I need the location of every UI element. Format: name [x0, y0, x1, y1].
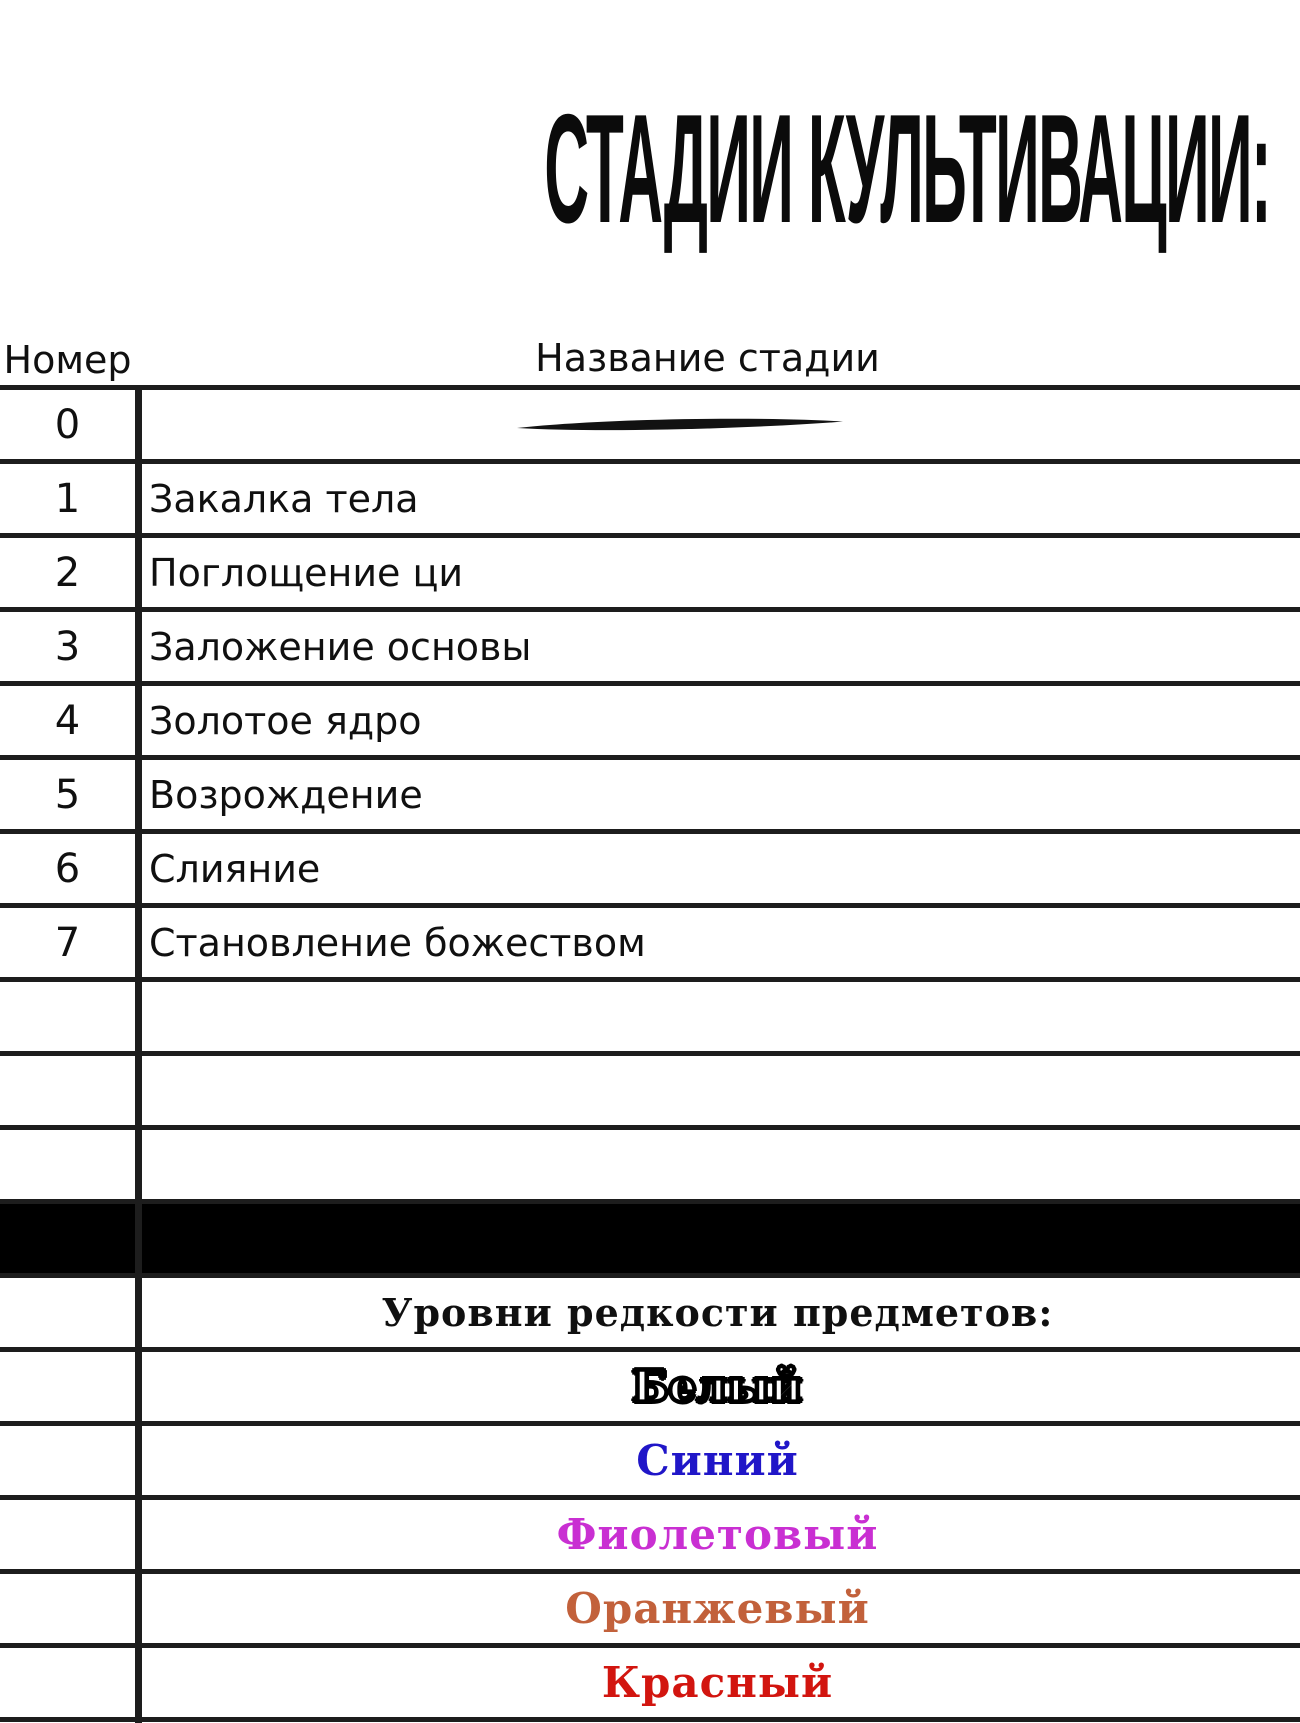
stage-number: 6: [54, 845, 81, 892]
rarity-cell: [135, 1510, 1300, 1559]
stage-name: Становление божеством: [149, 920, 646, 965]
rarity-heading-row: [0, 1278, 1300, 1352]
rarity-heading-cell: [135, 1290, 1300, 1335]
stage-name: Слияние: [149, 846, 321, 891]
stage-row-7: [0, 908, 1300, 982]
rarity-heading: Уровни редкости предметов:: [381, 1290, 1054, 1335]
stage-name: Поглощение ци: [149, 550, 464, 595]
rarity-row-orange: [0, 1574, 1300, 1648]
stages-table: [0, 385, 1300, 1722]
stage-row-5: [0, 760, 1300, 834]
rarity-label-blue: Синий: [636, 1436, 799, 1485]
empty-row: [0, 1056, 1300, 1130]
stage-row-2: [0, 538, 1300, 612]
stage-name: Золотое ядро: [149, 698, 422, 743]
column-header-stage-name: Название стадии: [535, 336, 880, 380]
rarity-label-violet: Фиолетовый: [556, 1510, 879, 1559]
empty-row: [0, 982, 1300, 1056]
stage-name: Закалка тела: [149, 476, 419, 521]
rarity-label-white: Белый: [632, 1362, 803, 1411]
rarity-row-violet: [0, 1500, 1300, 1574]
empty-row: [0, 1130, 1300, 1204]
title-wrap: [0, 82, 1300, 255]
empty-stage-dash-stroke: [515, 416, 845, 434]
rarity-row-blue: [0, 1426, 1300, 1500]
stage-number: 4: [54, 697, 81, 744]
rarity-label-orange: Оранжевый: [565, 1584, 870, 1633]
stage-row-1: [0, 464, 1300, 538]
rarity-cell: [135, 1436, 1300, 1485]
stage-number: 3: [54, 623, 81, 670]
stage-row-4: [0, 686, 1300, 760]
stage-number: 7: [54, 919, 81, 966]
stage-number: 5: [54, 771, 81, 818]
rarity-cell: [135, 1362, 1300, 1411]
stage-row-3: [0, 612, 1300, 686]
stage-number: 2: [54, 549, 81, 596]
column-header-number: Номер: [3, 338, 132, 382]
stage-name: Заложение основы: [149, 624, 532, 669]
stage-name: Возрождение: [149, 772, 423, 817]
rarity-label-red: Красный: [601, 1658, 834, 1707]
rarity-row-white: [0, 1352, 1300, 1426]
stage-number: 0: [54, 401, 81, 448]
stage-row-6: [0, 834, 1300, 908]
column-divider-line: [135, 385, 142, 1723]
rarity-cell: [135, 1584, 1300, 1633]
stage-number: 1: [54, 475, 81, 522]
rarity-cell: [135, 1658, 1300, 1707]
page-title: СТАДИИ КУЛЬТИВАЦИИ:: [544, 82, 1271, 255]
rarity-row-red: [0, 1648, 1300, 1722]
separator-bar: [0, 1204, 1300, 1278]
